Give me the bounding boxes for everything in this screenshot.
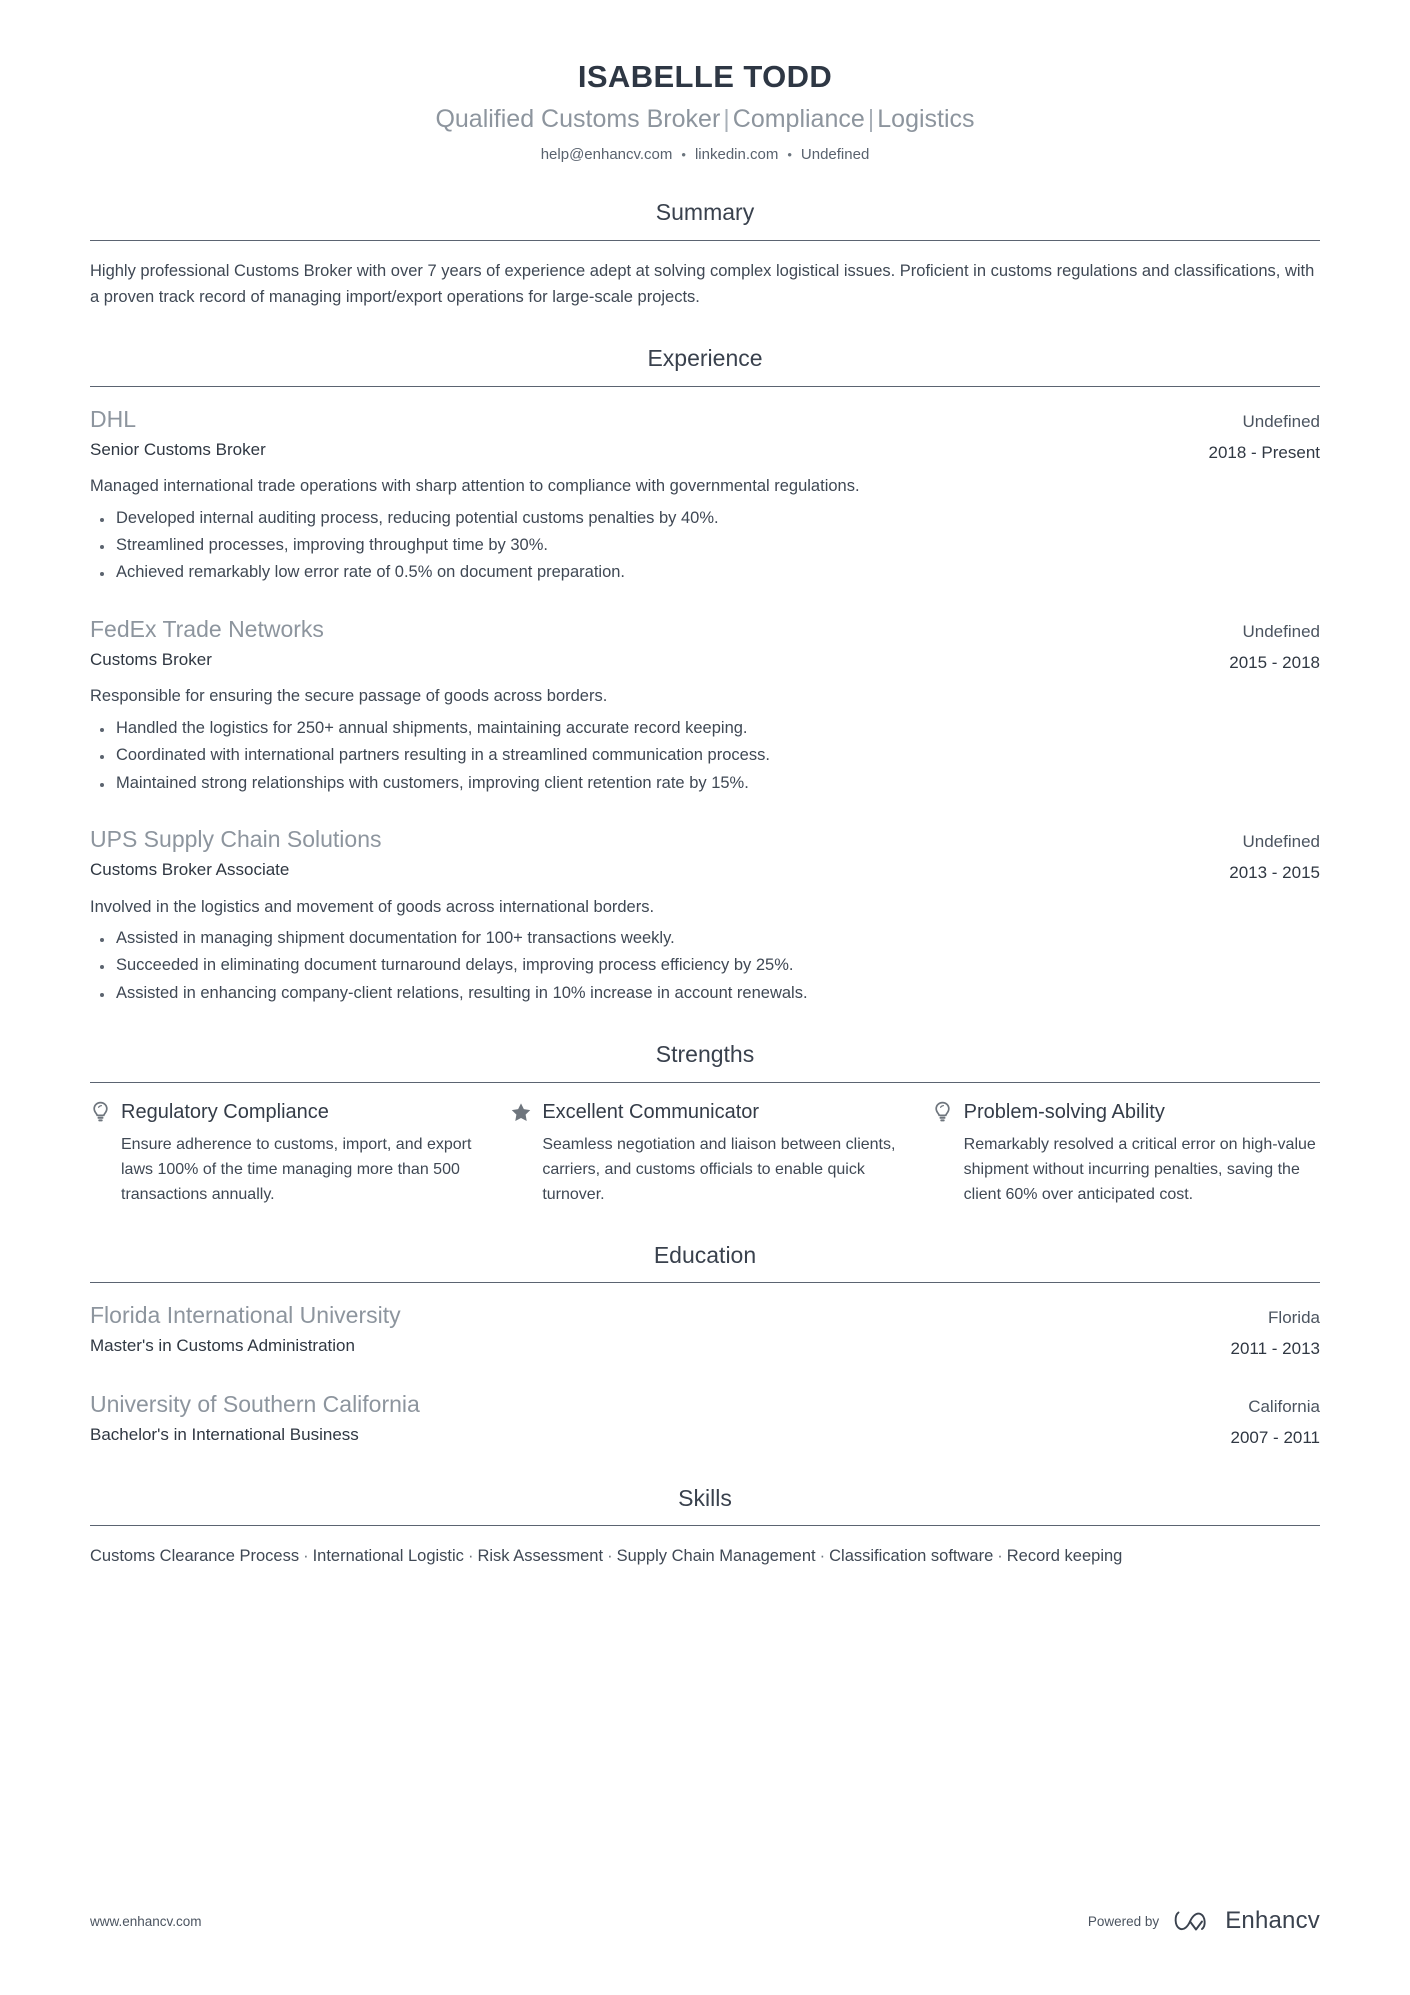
skill-item: Customs Clearance Process	[90, 1547, 300, 1566]
strength-description: Remarkably resolved a critical error on high-value shipment without incurring penalties, saving the client 60% over anticipated cost.	[963, 1135, 1316, 1204]
section-title-education: Education	[653, 1241, 757, 1268]
experience-entry	[90, 404, 1320, 587]
experience-organization: FedEx Trade Networks	[90, 615, 324, 642]
skills-body	[90, 1526, 1320, 1570]
experience-bullet: Succeeded in eliminating document turnaround delays, improving process efficiency by 25%.	[116, 952, 1320, 979]
strength-description: Seamless negotiation and liaison between clients, carriers, and customs officials to enable quick turnover.	[542, 1135, 896, 1204]
contact-linkedin[interactable]: linkedin.com	[694, 146, 779, 164]
footer-branding	[1088, 1907, 1320, 1935]
education-body	[90, 1283, 1320, 1450]
experience-entry-head	[90, 614, 1320, 676]
experience-body	[90, 387, 1320, 1008]
skill-separator: ·	[607, 1547, 613, 1566]
education-entry-meta	[1231, 1300, 1320, 1362]
education-degree: Master's in Customs Administration	[90, 1336, 355, 1356]
skill-separator: ·	[997, 1547, 1003, 1566]
experience-entry-head	[90, 824, 1320, 886]
strength-description: Ensure adherence to customs, import, and export laws 100% of the time managing more than 500 transactions annually.	[121, 1135, 472, 1204]
experience-entry-meta	[1229, 614, 1320, 676]
strengths-grid	[90, 1100, 1320, 1208]
experience-dates: 2013 - 2015	[1229, 863, 1320, 883]
education-entry-head	[90, 1300, 1320, 1362]
contact-email[interactable]: help@enhancv.com	[540, 146, 673, 164]
education-dates: 2011 - 2013	[1230, 1339, 1320, 1359]
experience-role: Senior Customs Broker	[90, 439, 266, 459]
experience-entry-main	[90, 404, 1208, 463]
experience-location: Undefined	[1242, 832, 1320, 852]
powered-by-label: Powered by	[1087, 1913, 1160, 1929]
experience-entry-main	[90, 614, 1229, 673]
strength-title: Regulatory Compliance	[121, 1100, 329, 1123]
education-entry	[90, 1300, 1320, 1362]
experience-entry-main	[90, 824, 1229, 883]
strength-title: Problem-solving Ability	[963, 1100, 1165, 1123]
section-education	[90, 1242, 1320, 1451]
enhancv-wordmark: Enhancv	[1225, 1907, 1320, 1934]
experience-description: Managed international trade operations with sharp attention to compliance with governmental regulations.	[90, 477, 860, 496]
education-location: Florida	[1268, 1308, 1320, 1328]
experience-entry	[90, 824, 1320, 1007]
experience-description: Responsible for ensuring the secure passage of goods across borders.	[90, 687, 608, 706]
contact-location: Undefined	[800, 146, 870, 164]
section-skills	[90, 1485, 1320, 1570]
skill-separator: ·	[467, 1547, 474, 1566]
headline-part-3: Logistics	[877, 105, 975, 134]
experience-role: Customs Broker Associate	[90, 860, 290, 880]
experience-entry	[90, 614, 1320, 797]
section-summary	[90, 199, 1320, 311]
experience-bullet: Handled the logistics for 250+ annual shipments, maintaining accurate record keeping.	[116, 715, 1320, 742]
summary-body	[90, 241, 1320, 311]
star-icon	[511, 1100, 531, 1124]
enhancv-mark-icon	[1173, 1908, 1215, 1934]
education-entry	[90, 1389, 1320, 1451]
experience-organization: UPS Supply Chain Solutions	[90, 826, 382, 853]
experience-entry-meta	[1229, 824, 1320, 886]
education-degree: Bachelor's in International Business	[90, 1424, 359, 1444]
education-entry-meta	[1231, 1389, 1320, 1451]
education-entry-main	[90, 1300, 1231, 1359]
experience-entry-meta	[1208, 404, 1320, 466]
experience-dates: 2018 - Present	[1208, 442, 1320, 462]
contact-separator-1: •	[681, 147, 686, 163]
experience-organization: DHL	[90, 405, 137, 432]
strength-item	[933, 1100, 1320, 1208]
experience-bullet-list	[90, 505, 1320, 587]
skills-list	[90, 1543, 1320, 1570]
skill-item: Supply Chain Management	[616, 1547, 816, 1566]
education-entry-main	[90, 1389, 1231, 1448]
section-title-skills: Skills	[678, 1484, 732, 1511]
strength-title: Excellent Communicator	[542, 1100, 760, 1123]
section-experience	[90, 345, 1320, 1007]
experience-location: Undefined	[1242, 621, 1320, 641]
strength-header	[511, 1100, 898, 1125]
education-location: California	[1248, 1396, 1320, 1416]
experience-role: Customs Broker	[90, 649, 212, 669]
education-dates: 2007 - 2011	[1230, 1428, 1320, 1447]
section-title-summary: Summary	[655, 198, 755, 225]
contact-separator-2: •	[787, 147, 792, 163]
education-organization: University of Southern California	[90, 1390, 420, 1417]
strengths-body	[90, 1083, 1320, 1208]
headline-part-1: Qualified Customs Broker	[435, 105, 721, 134]
contact-line	[90, 145, 1320, 165]
candidate-name: ISABELLE TODD	[577, 59, 833, 94]
education-organization: Florida International University	[90, 1302, 401, 1329]
page-footer	[90, 1907, 1320, 1935]
experience-location: Undefined	[1242, 411, 1320, 431]
experience-bullet: Coordinated with international partners resulting in a streamlined communication process.	[116, 742, 1320, 769]
section-strengths	[90, 1041, 1320, 1207]
experience-description: Involved in the logistics and movement of goods across international borders.	[90, 897, 655, 916]
candidate-headline	[90, 104, 1320, 135]
skill-item: International Logistic	[312, 1547, 464, 1566]
skill-separator: ·	[303, 1547, 309, 1566]
resume-header	[90, 0, 1320, 165]
skill-item: Risk Assessment	[477, 1547, 604, 1566]
section-title-strengths: Strengths	[655, 1041, 755, 1068]
strength-header	[90, 1100, 477, 1125]
experience-bullet: Assisted in enhancing company-client relations, resulting in 10% increase in account renewals.	[116, 980, 1320, 1007]
experience-bullet-list	[90, 925, 1320, 1007]
experience-bullet: Assisted in managing shipment documentation for 100+ transactions weekly.	[116, 925, 1320, 952]
summary-text: Highly professional Customs Broker with over 7 years of experience adept at solving complex logistical issues. Proficient in customs regulations and classifications, with a proven track record of managing import/export operations for large-scale projects.	[90, 261, 1315, 307]
experience-bullet: Developed internal auditing process, reducing potential customs penalties by 40%.	[116, 505, 1320, 532]
lightbulb-icon	[90, 1100, 110, 1124]
strength-item	[511, 1100, 932, 1208]
skill-item: Classification software	[829, 1547, 994, 1566]
skill-item: Record keeping	[1006, 1547, 1123, 1566]
strength-header	[933, 1100, 1320, 1125]
strength-item	[90, 1100, 511, 1208]
headline-separator-2: |	[867, 105, 875, 134]
experience-dates: 2015 - 2018	[1229, 652, 1320, 672]
footer-website[interactable]: www.enhancv.com	[90, 1913, 202, 1929]
experience-bullet: Streamlined processes, improving throughput time by 30%.	[116, 532, 1320, 559]
skill-separator: ·	[819, 1547, 826, 1566]
experience-bullet-list	[90, 715, 1320, 797]
lightbulb-icon	[933, 1100, 953, 1124]
experience-entry-head	[90, 404, 1320, 466]
experience-bullet: Achieved remarkably low error rate of 0.5% on document preparation.	[116, 559, 1320, 586]
experience-bullet: Maintained strong relationships with customers, improving client retention rate by 15%.	[116, 770, 1320, 797]
headline-separator-1: |	[723, 105, 730, 134]
enhancv-logo	[1173, 1907, 1320, 1935]
section-title-experience: Experience	[647, 344, 763, 371]
headline-part-2: Compliance	[732, 105, 865, 134]
education-entry-head	[90, 1389, 1320, 1451]
